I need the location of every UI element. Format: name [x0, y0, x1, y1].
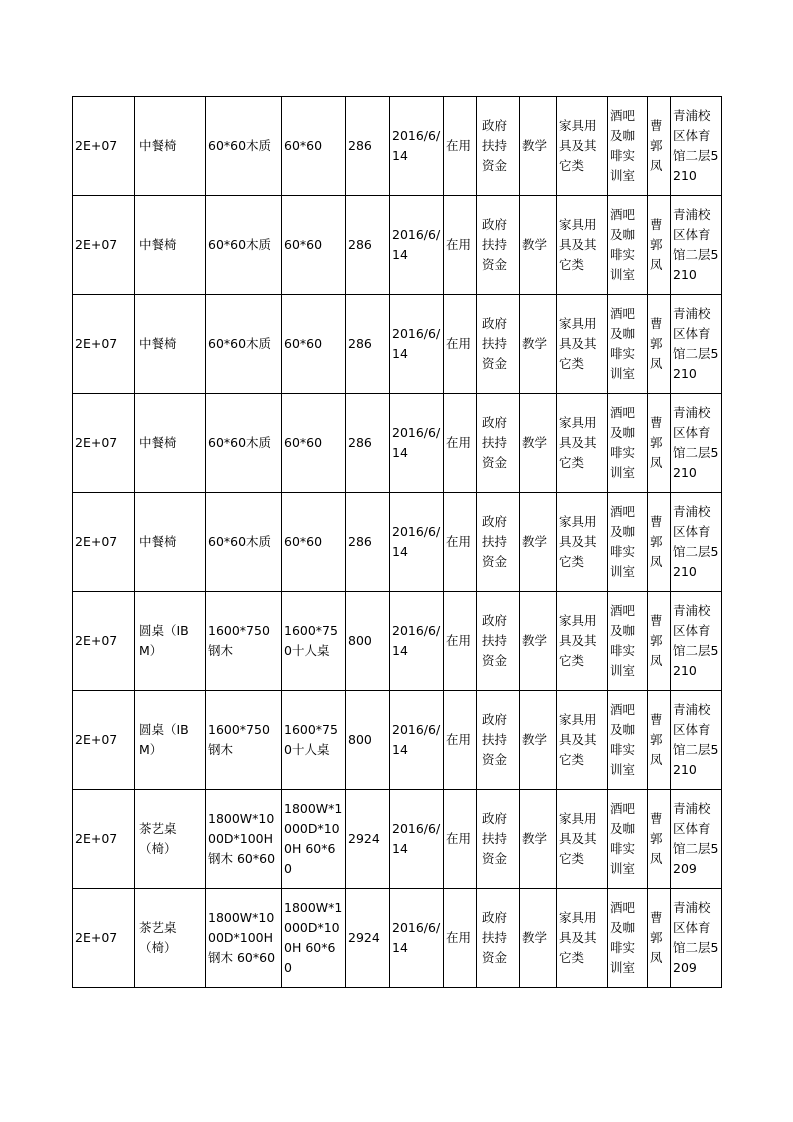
table-row	[73, 394, 722, 493]
status-cell: 在用	[444, 295, 477, 394]
usage-cell: 教学	[520, 97, 557, 196]
usage-cell: 教学	[520, 295, 557, 394]
status-cell: 在用	[444, 196, 477, 295]
asset-spec-cell: 60*60木质	[206, 493, 282, 592]
asset-id-cell: 2E+07	[73, 790, 135, 889]
funding-source-cell: 政府扶持资金	[477, 889, 520, 988]
room-cell: 酒吧及咖啡实训室	[608, 295, 648, 394]
status-cell: 在用	[444, 394, 477, 493]
usage-cell: 教学	[520, 889, 557, 988]
usage-cell: 教学	[520, 394, 557, 493]
status-cell: 在用	[444, 97, 477, 196]
asset-price-cell: 286	[346, 295, 390, 394]
asset-model-cell: 1800W*1000D*100H 60*60	[282, 790, 346, 889]
asset-spec-cell: 60*60木质	[206, 196, 282, 295]
funding-source-cell: 政府扶持资金	[477, 493, 520, 592]
purchase-date-cell: 2016/6/14	[390, 493, 444, 592]
asset-name-cell: 圆桌（IBM）	[135, 691, 206, 790]
asset-price-cell: 2924	[346, 790, 390, 889]
asset-spec-cell: 60*60木质	[206, 97, 282, 196]
asset-price-cell: 286	[346, 97, 390, 196]
category-cell: 家具用具及其它类	[557, 592, 608, 691]
category-cell: 家具用具及其它类	[557, 493, 608, 592]
asset-name-cell: 茶艺桌（椅）	[135, 889, 206, 988]
asset-spec-cell: 1800W*1000D*100H钢木 60*60	[206, 790, 282, 889]
category-cell: 家具用具及其它类	[557, 97, 608, 196]
purchase-date-cell: 2016/6/14	[390, 97, 444, 196]
asset-model-cell: 60*60	[282, 196, 346, 295]
asset-id-cell: 2E+07	[73, 196, 135, 295]
asset-spec-cell: 1600*750钢木	[206, 592, 282, 691]
table-row	[73, 889, 722, 988]
asset-table-body	[73, 97, 722, 988]
room-cell: 酒吧及咖啡实训室	[608, 493, 648, 592]
asset-name-cell: 茶艺桌（椅）	[135, 790, 206, 889]
asset-id-cell: 2E+07	[73, 889, 135, 988]
category-cell: 家具用具及其它类	[557, 196, 608, 295]
location-cell: 青浦校区体育馆二层5210	[671, 493, 722, 592]
funding-source-cell: 政府扶持资金	[477, 394, 520, 493]
custodian-cell: 曹郭凤	[648, 691, 671, 790]
asset-spec-cell: 60*60木质	[206, 394, 282, 493]
usage-cell: 教学	[520, 691, 557, 790]
purchase-date-cell: 2016/6/14	[390, 691, 444, 790]
funding-source-cell: 政府扶持资金	[477, 790, 520, 889]
location-cell: 青浦校区体育馆二层5209	[671, 889, 722, 988]
room-cell: 酒吧及咖啡实训室	[608, 592, 648, 691]
table-row	[73, 493, 722, 592]
location-cell: 青浦校区体育馆二层5210	[671, 394, 722, 493]
location-cell: 青浦校区体育馆二层5210	[671, 295, 722, 394]
custodian-cell: 曹郭凤	[648, 295, 671, 394]
asset-model-cell: 60*60	[282, 295, 346, 394]
table-row	[73, 592, 722, 691]
asset-model-cell: 60*60	[282, 493, 346, 592]
custodian-cell: 曹郭凤	[648, 97, 671, 196]
custodian-cell: 曹郭凤	[648, 394, 671, 493]
funding-source-cell: 政府扶持资金	[477, 295, 520, 394]
category-cell: 家具用具及其它类	[557, 295, 608, 394]
table-row	[73, 691, 722, 790]
asset-table	[72, 96, 722, 988]
table-row	[73, 295, 722, 394]
custodian-cell: 曹郭凤	[648, 196, 671, 295]
asset-name-cell: 圆桌（IBM）	[135, 592, 206, 691]
asset-name-cell: 中餐椅	[135, 493, 206, 592]
asset-id-cell: 2E+07	[73, 295, 135, 394]
asset-model-cell: 60*60	[282, 97, 346, 196]
asset-price-cell: 2924	[346, 889, 390, 988]
funding-source-cell: 政府扶持资金	[477, 592, 520, 691]
asset-model-cell: 1600*750十人桌	[282, 691, 346, 790]
asset-name-cell: 中餐椅	[135, 196, 206, 295]
custodian-cell: 曹郭凤	[648, 889, 671, 988]
funding-source-cell: 政府扶持资金	[477, 196, 520, 295]
purchase-date-cell: 2016/6/14	[390, 889, 444, 988]
purchase-date-cell: 2016/6/14	[390, 394, 444, 493]
purchase-date-cell: 2016/6/14	[390, 196, 444, 295]
location-cell: 青浦校区体育馆二层5209	[671, 790, 722, 889]
status-cell: 在用	[444, 889, 477, 988]
asset-price-cell: 286	[346, 394, 390, 493]
status-cell: 在用	[444, 592, 477, 691]
table-row	[73, 196, 722, 295]
asset-price-cell: 800	[346, 592, 390, 691]
asset-id-cell: 2E+07	[73, 493, 135, 592]
room-cell: 酒吧及咖啡实训室	[608, 691, 648, 790]
table-row	[73, 790, 722, 889]
asset-name-cell: 中餐椅	[135, 295, 206, 394]
funding-source-cell: 政府扶持资金	[477, 691, 520, 790]
asset-spec-cell: 1800W*1000D*100H钢木 60*60	[206, 889, 282, 988]
usage-cell: 教学	[520, 790, 557, 889]
category-cell: 家具用具及其它类	[557, 691, 608, 790]
room-cell: 酒吧及咖啡实训室	[608, 196, 648, 295]
usage-cell: 教学	[520, 592, 557, 691]
asset-name-cell: 中餐椅	[135, 97, 206, 196]
asset-id-cell: 2E+07	[73, 394, 135, 493]
usage-cell: 教学	[520, 493, 557, 592]
purchase-date-cell: 2016/6/14	[390, 790, 444, 889]
room-cell: 酒吧及咖啡实训室	[608, 394, 648, 493]
room-cell: 酒吧及咖啡实训室	[608, 790, 648, 889]
asset-name-cell: 中餐椅	[135, 394, 206, 493]
asset-price-cell: 286	[346, 493, 390, 592]
custodian-cell: 曹郭凤	[648, 592, 671, 691]
category-cell: 家具用具及其它类	[557, 394, 608, 493]
asset-price-cell: 286	[346, 196, 390, 295]
status-cell: 在用	[444, 790, 477, 889]
asset-id-cell: 2E+07	[73, 691, 135, 790]
room-cell: 酒吧及咖啡实训室	[608, 889, 648, 988]
asset-id-cell: 2E+07	[73, 592, 135, 691]
asset-model-cell: 1600*750十人桌	[282, 592, 346, 691]
location-cell: 青浦校区体育馆二层5210	[671, 196, 722, 295]
purchase-date-cell: 2016/6/14	[390, 592, 444, 691]
asset-id-cell: 2E+07	[73, 97, 135, 196]
asset-spec-cell: 1600*750钢木	[206, 691, 282, 790]
category-cell: 家具用具及其它类	[557, 889, 608, 988]
asset-model-cell: 60*60	[282, 394, 346, 493]
category-cell: 家具用具及其它类	[557, 790, 608, 889]
custodian-cell: 曹郭凤	[648, 790, 671, 889]
custodian-cell: 曹郭凤	[648, 493, 671, 592]
usage-cell: 教学	[520, 196, 557, 295]
asset-spec-cell: 60*60木质	[206, 295, 282, 394]
table-row	[73, 97, 722, 196]
location-cell: 青浦校区体育馆二层5210	[671, 691, 722, 790]
asset-price-cell: 800	[346, 691, 390, 790]
status-cell: 在用	[444, 493, 477, 592]
purchase-date-cell: 2016/6/14	[390, 295, 444, 394]
room-cell: 酒吧及咖啡实训室	[608, 97, 648, 196]
status-cell: 在用	[444, 691, 477, 790]
location-cell: 青浦校区体育馆二层5210	[671, 97, 722, 196]
location-cell: 青浦校区体育馆二层5210	[671, 592, 722, 691]
asset-model-cell: 1800W*1000D*100H 60*60	[282, 889, 346, 988]
funding-source-cell: 政府扶持资金	[477, 97, 520, 196]
